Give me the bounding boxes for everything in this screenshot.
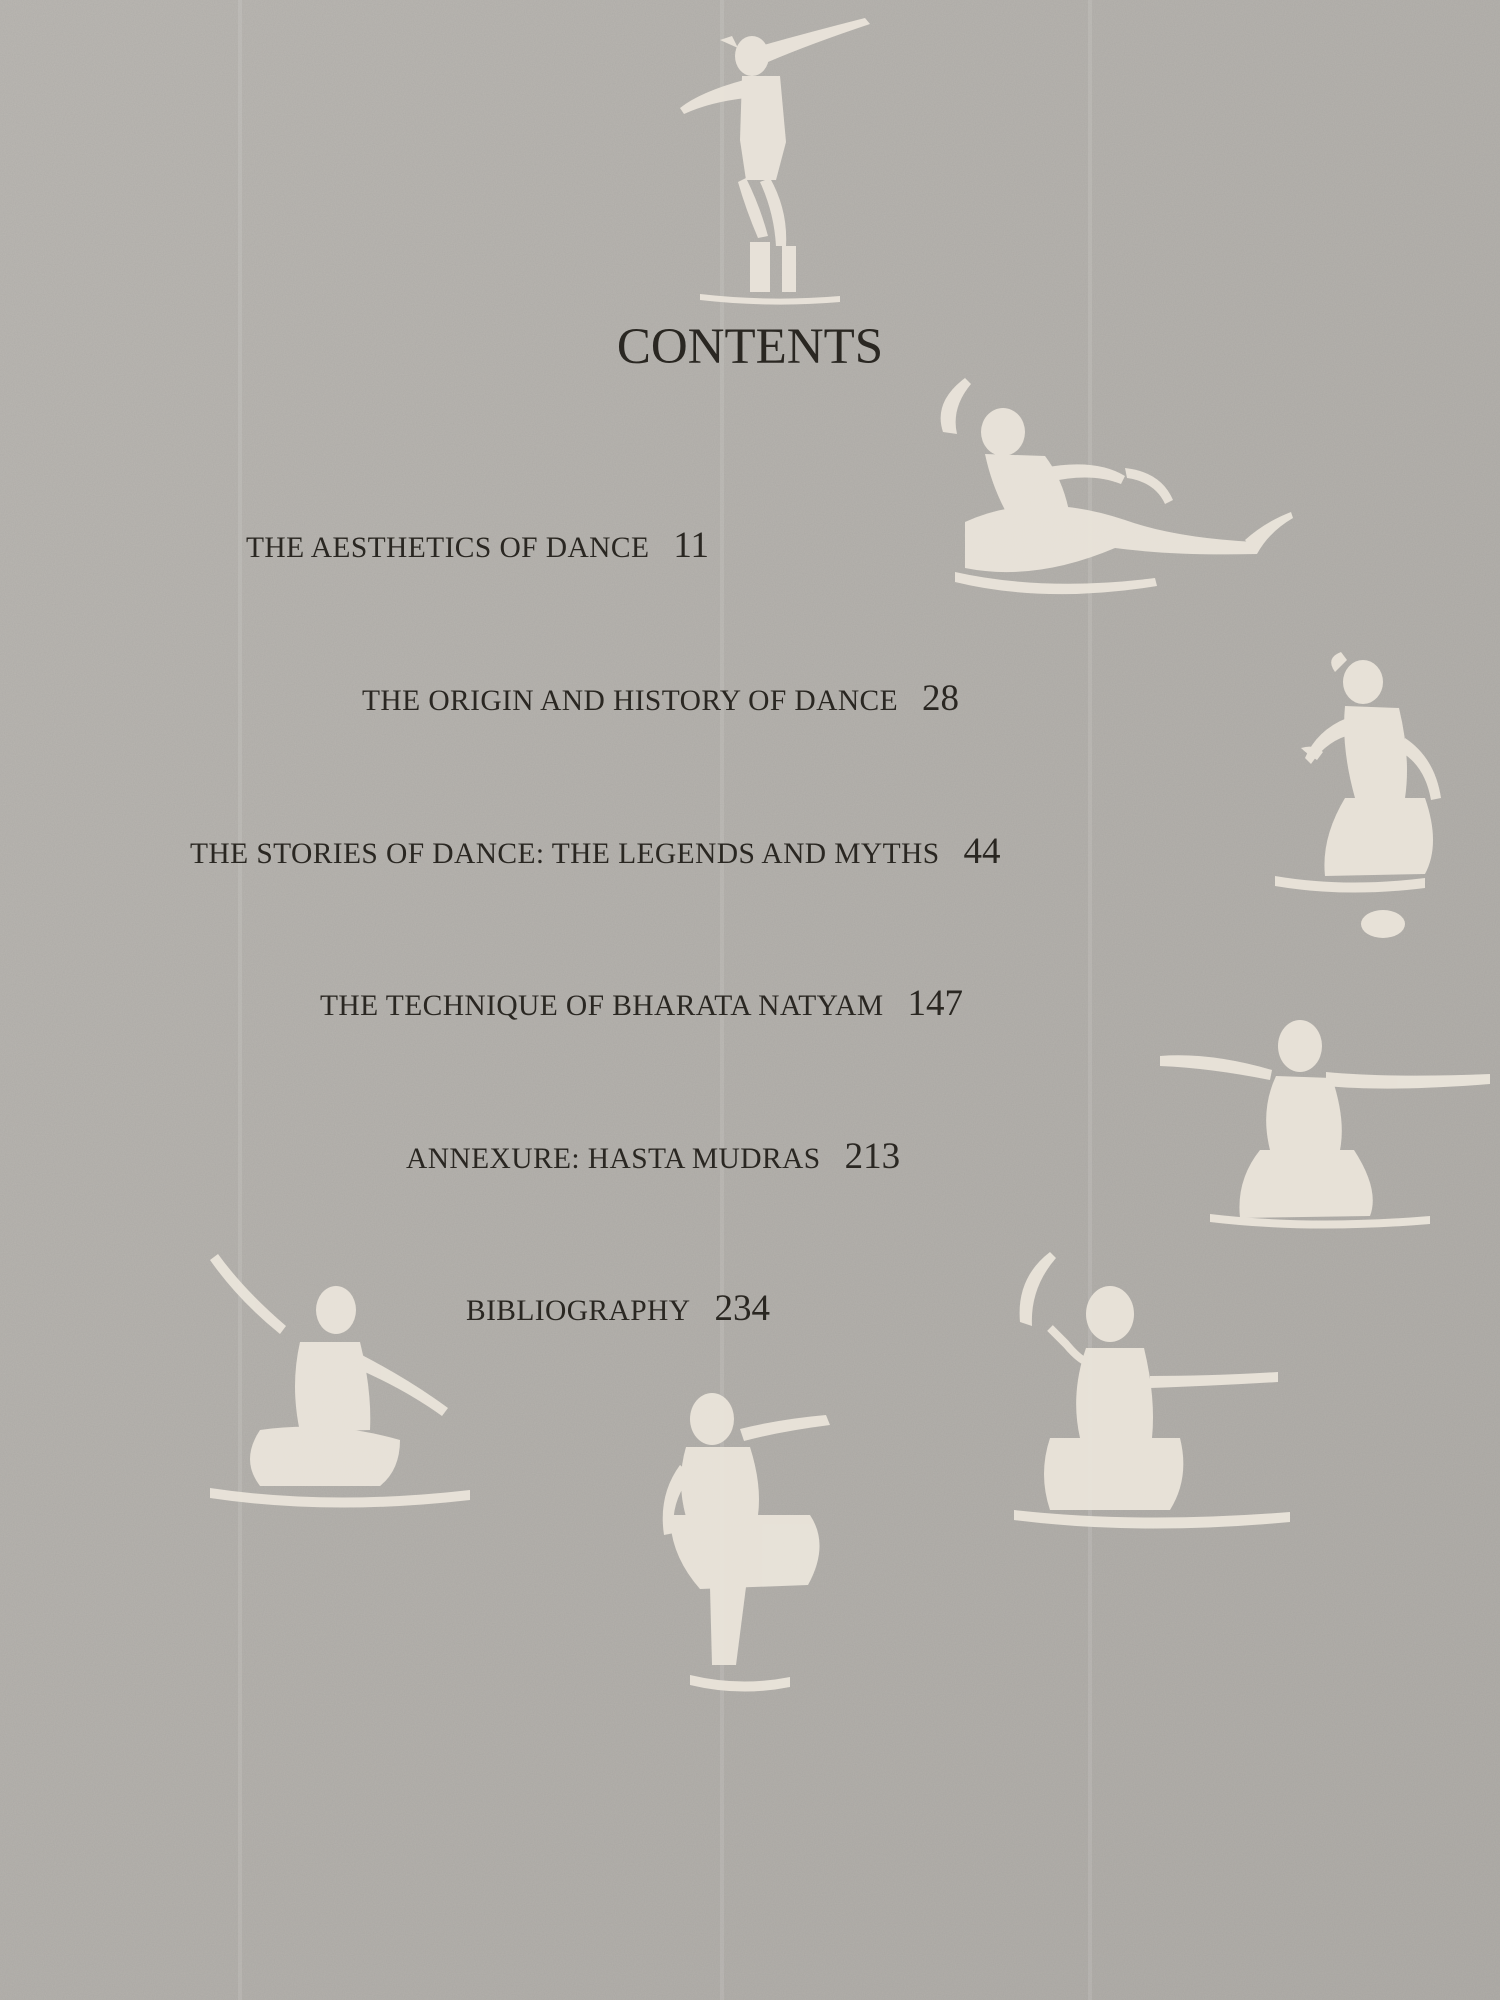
toc-entry-label: THE ORIGIN AND HISTORY OF DANCE bbox=[362, 685, 899, 717]
toc-entry-bibliography[interactable] bbox=[466, 1285, 770, 1333]
dancer-kneeling-veil-icon bbox=[1265, 648, 1500, 958]
toc-entry-stories[interactable] bbox=[190, 828, 1001, 876]
paper-fold bbox=[1088, 0, 1092, 2000]
toc-entry-page-number: 213 bbox=[844, 1136, 901, 1177]
toc-entry-annexure[interactable] bbox=[406, 1133, 900, 1181]
dancer-kneeling-right-icon bbox=[1010, 1248, 1310, 1548]
dancer-standing-icon bbox=[660, 10, 900, 310]
toc-entry-label: THE AESTHETICS OF DANCE bbox=[246, 532, 650, 564]
toc-entry-label: BIBLIOGRAPHY bbox=[466, 1295, 691, 1327]
toc-entry-label: THE STORIES OF DANCE: THE LEGENDS AND MYTHS bbox=[190, 838, 940, 870]
dancer-seated-arms-out-icon bbox=[1150, 1000, 1500, 1230]
dancer-kneeling-arm-raised-icon bbox=[200, 1250, 500, 1520]
toc-entry-page-number: 28 bbox=[922, 678, 960, 719]
page-title: CONTENTS bbox=[616, 319, 884, 375]
toc-entry-label: THE TECHNIQUE OF BHARATA NATYAM bbox=[320, 990, 884, 1022]
toc-entry-page-number: 44 bbox=[963, 831, 1001, 872]
toc-entry-technique[interactable] bbox=[320, 980, 963, 1028]
dancer-half-seated-icon bbox=[640, 1375, 880, 1705]
dancer-seated-leg-extended-icon bbox=[925, 372, 1305, 612]
toc-entry-page-number: 147 bbox=[907, 983, 963, 1024]
paper-fold bbox=[238, 0, 242, 2000]
toc-entry-page-number: 11 bbox=[673, 525, 709, 566]
toc-entry-page-number: 234 bbox=[714, 1288, 770, 1329]
toc-entry-label: ANNEXURE: HASTA MUDRAS bbox=[406, 1143, 821, 1175]
toc-entry-aesthetics[interactable] bbox=[246, 522, 709, 570]
toc-entry-origin-history[interactable] bbox=[362, 675, 959, 723]
